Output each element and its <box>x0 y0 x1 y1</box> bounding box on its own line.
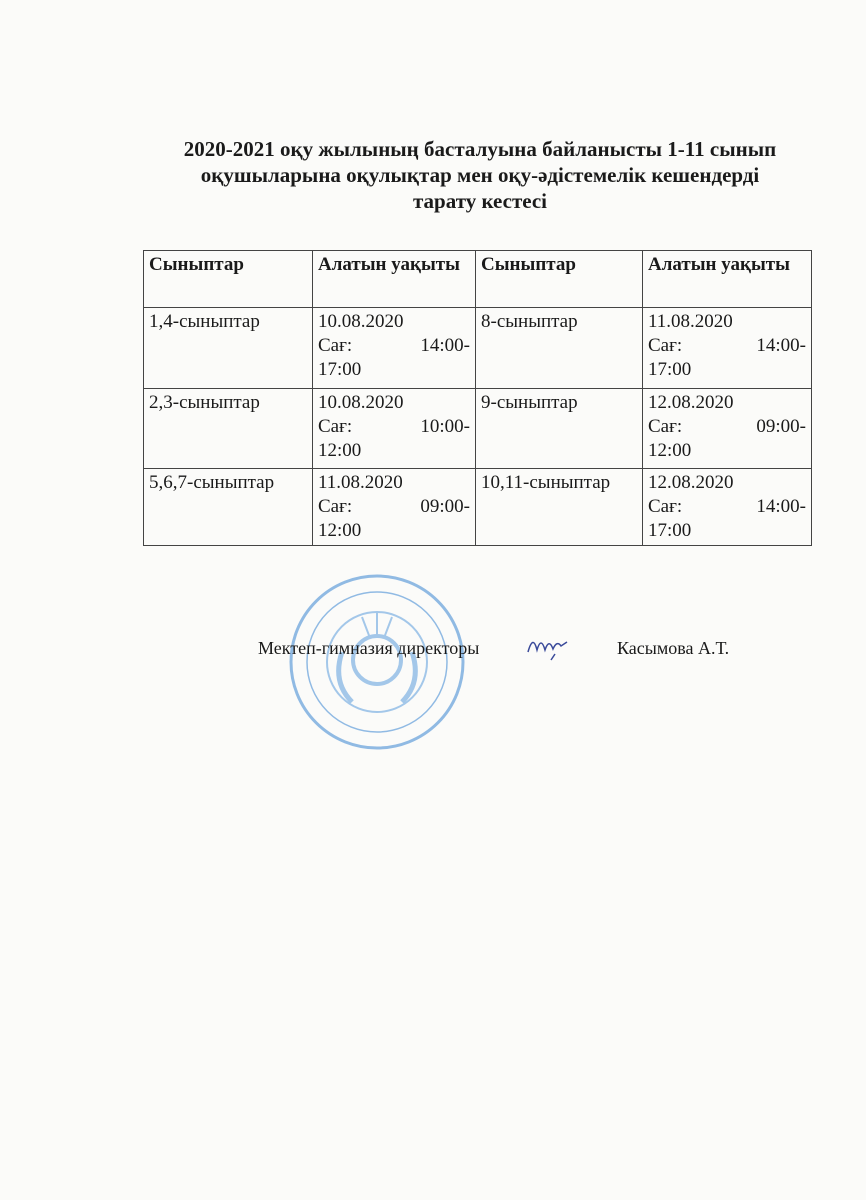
header-cell: Сыныптар <box>144 251 313 308</box>
class-cell: 2,3-сыныптар <box>144 389 313 469</box>
official-stamp <box>282 572 472 752</box>
time-cell <box>313 469 476 546</box>
title-line: тарату кестесі <box>412 189 548 213</box>
date: 11.08.2020 <box>648 311 733 332</box>
title-line: оқушыларына оқулықтар мен оқу-әдістемелік кешендерді <box>200 163 760 187</box>
table-row <box>144 469 812 546</box>
table-row <box>144 389 812 469</box>
time-end: 12:00 <box>318 440 362 461</box>
date: 10.08.2020 <box>318 392 404 413</box>
table-row <box>144 308 812 389</box>
time-start: 09:00- <box>420 496 470 517</box>
class-cell: 1,4-сыныптар <box>144 308 313 389</box>
time-label: Сағ: <box>648 335 683 356</box>
class-cell: 5,6,7-сыныптар <box>144 469 313 546</box>
handwritten-signature <box>525 632 570 667</box>
date: 10.08.2020 <box>318 311 404 332</box>
time-start: 14:00- <box>756 335 806 356</box>
time-label: Сағ: <box>648 496 683 517</box>
document-title <box>120 136 840 214</box>
time-label: Сағ: <box>318 496 353 517</box>
time-cell <box>313 389 476 469</box>
time-end: 17:00 <box>648 359 692 380</box>
class-cell: 8-сыныптар <box>476 308 643 389</box>
time-label: Сағ: <box>318 335 353 356</box>
time-cell <box>643 469 812 546</box>
time-start: 14:00- <box>420 335 470 356</box>
time-label: Сағ: <box>648 416 683 437</box>
schedule-table <box>143 250 812 546</box>
time-label: Сағ: <box>318 416 353 437</box>
time-end: 17:00 <box>318 359 362 380</box>
time-end: 17:00 <box>648 520 692 541</box>
time-start: 10:00- <box>420 416 470 437</box>
time-end: 12:00 <box>318 520 362 541</box>
class-cell: 9-сыныптар <box>476 389 643 469</box>
signatory-name: Касымова А.Т. <box>617 638 730 658</box>
header-cell: Сыныптар <box>476 251 643 308</box>
signatory-position: Мектеп-гимназия директоры <box>258 638 480 658</box>
date: 12.08.2020 <box>648 472 734 493</box>
date: 11.08.2020 <box>318 472 403 493</box>
time-cell <box>313 308 476 389</box>
date: 12.08.2020 <box>648 392 734 413</box>
title-line: 2020-2021 оқу жылының басталуына байланысты 1-11 сынып <box>183 137 777 161</box>
header-cell: Алатын уақыты <box>643 251 812 308</box>
time-cell <box>643 389 812 469</box>
header-cell: Алатын уақыты <box>313 251 476 308</box>
table-header-row <box>144 251 812 308</box>
time-start: 14:00- <box>756 496 806 517</box>
class-cell: 10,11-сыныптар <box>476 469 643 546</box>
time-cell <box>643 308 812 389</box>
time-start: 09:00- <box>756 416 806 437</box>
time-end: 12:00 <box>648 440 692 461</box>
